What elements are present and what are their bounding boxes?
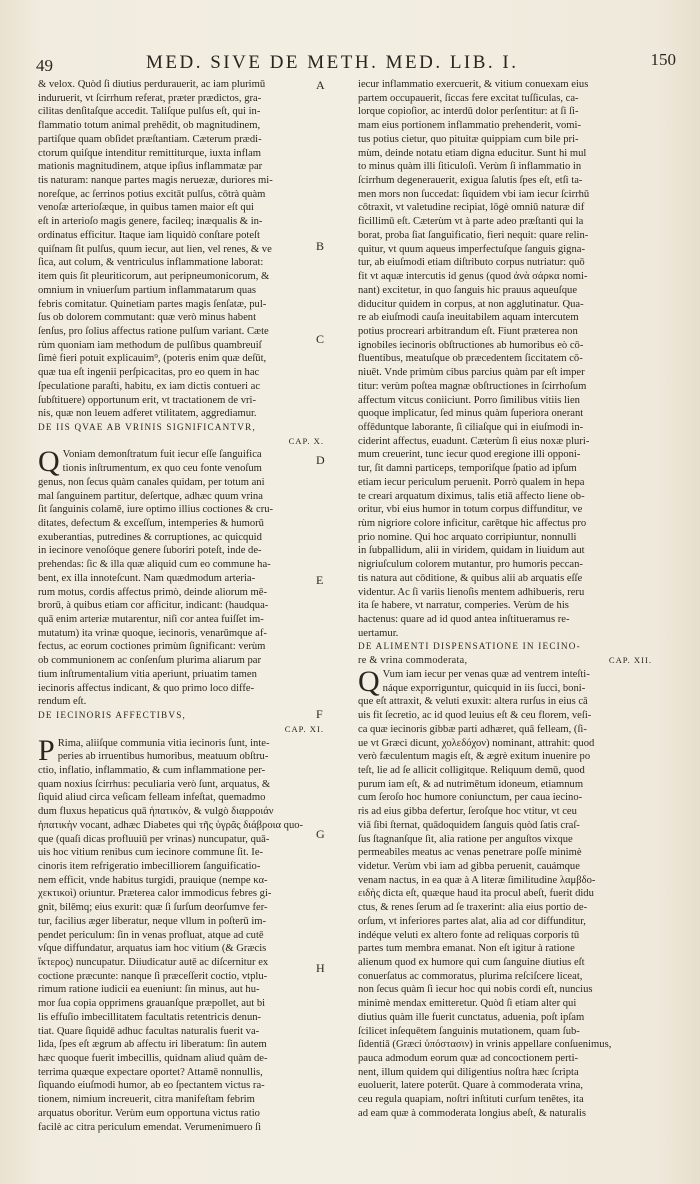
text-line: ſidentiā (Græci ὑπόστασιν) in vrinis appellare conſuenimus, (358, 1039, 612, 1051)
text-line: in ſubpallidum, alii in viridem, quidam in liuidum aut (358, 545, 585, 557)
text-line: titur: verùm poſtea magnæ obſtructiones in ſcirrhoſum (358, 380, 587, 392)
text-line: prehendas: ſic & illa quæ aliquid cum eo commune ha- (38, 559, 271, 571)
text-line: cinoris item refrigeratio imbecilliorem ſanguificatio- (38, 860, 261, 872)
text-line: quā enim arteriæ mutarentur, niſi cor antea fuiſſet im- (38, 614, 264, 626)
text-line: conuerſatus ac commoratus, plurima reſciſcere liceat, (358, 970, 583, 982)
text-line: purum iam eſt, & ad nutrimētum idoneum, etiamnum (358, 778, 584, 790)
margin-letter: F (316, 706, 323, 721)
text-line: rum motus, cordis affectus primò, deinde aliorum mē- (38, 586, 267, 598)
text-line: nem efficit, vnde habitus turgidi, prauique (nempe κα- (38, 874, 268, 886)
text-line: tis naturam: nanque partes magis neruezæ, duriores mi- (38, 175, 273, 187)
text-line: ceu regula quapiam, noſtri inſtituti curſum tenētes, ita (358, 1094, 584, 1106)
text-line: lorque copioſior, ac interdū dolor perſentitur: at ſi ſi- (358, 106, 579, 118)
text-line: bent, ex illa innoteſcunt. Nam quædmodum arteria- (38, 572, 256, 584)
text-line: tionem, nimium increuerit, citra manifeſtam febrim (38, 1094, 255, 1106)
text-line: rùm quoniam iam methodum de pulſibus quambreuiſ (38, 339, 262, 351)
chapter-xi-title: DE IECINORIS AFFECTIBVS, (38, 710, 186, 721)
text-line: uis fit ſecretio, ac id quod leuius eſt & ceu florem, veſi- (358, 710, 592, 722)
chapter-xii-lines (358, 664, 652, 1121)
text-line: nis, quæ non leuem adferet vtilitatem, aggrediamur. (38, 408, 257, 420)
dropcap-x: Q (38, 445, 60, 479)
text-line: ad eam quæ à commoderata longius abeſt, & naturalis (358, 1107, 586, 1119)
text-line: náque exporriguntur, quicquid in iis ſucci, boni- (382, 682, 586, 694)
text-line: uertamur. (358, 627, 399, 639)
text-line: hæc quoque fuerit imbecillis, quidnam aliud quàm de- (38, 1053, 268, 1065)
text-line: ditates, defectum & exceſſum, intemperies & humorū (38, 518, 264, 529)
text-line: partes tum membra emanat. Non eſt igitur à ratione (358, 943, 575, 955)
text-line: venam nactus, in ea quæ à A literæ ſimilitudine λαμβδο- (358, 874, 596, 886)
text-line: videntur. Ac ſi variis lienoſis mentem adhibueris, reru (358, 586, 585, 598)
chapter-xii-number: CAP. XII. (608, 655, 652, 666)
text-line: que (quaſi dicas profluuiū per vrinas) nuncupatur, quā- (38, 833, 270, 845)
text-line: quæ tua eſt ingenii perſpicacitas, pro eo quem in hac (38, 367, 260, 379)
text-line: ris ad eius gibba defertur, ſeroſque hoc vtitur, vt ceu (358, 806, 577, 818)
text-line: brorū, à quibus etiam cor afficitur, indicant: (haudqua- (38, 600, 269, 612)
text-line: nent, illum quidem qui diligentius noſtra hæc ſcripta (358, 1066, 579, 1078)
text-line: peries ab irruentibus humoribus, meatuum obſtru- (57, 751, 269, 763)
text-line: ſpeculatione paraſti, habitu, ex iam dictis contueri ac (38, 380, 261, 392)
text-line: prio nomine. Qui hoc arquato corripiuntur, nonnulli (358, 531, 577, 543)
text-line: χεκτικοὶ) oriuntur. Præterea calor immodicus febres gi- (38, 888, 272, 900)
text-line: fit vt aquæ intercutis id genus (quod ἀνὰ σάρκα nomi- (358, 271, 588, 283)
text-line: ſit ſanguinis colamē, iure optimo illius coctiones & cru- (38, 504, 274, 516)
text-line: partem occupauerit, ſiccas fere excitat tuſſiculas, ca- (358, 92, 579, 104)
text-line: ἴκτερος) nuncupatur. Diiudicatur autē ac diſcernitur ex (38, 957, 269, 968)
text-line: ignobiles iecinoris obſtructiones ab humoribus eò cō- (358, 339, 584, 351)
chapter-xii-title: DE ALIMENTI DISPENSATIONE IN IECINO- (358, 641, 581, 652)
text-line: nigriuſculum colorem mutantur, pro humoris peccan- (358, 559, 583, 571)
text-line: permeabiles meatus ac venas penetrare poſſe minimè (358, 847, 582, 859)
dropcap-xii: Q (358, 664, 380, 698)
text-line: tur, ſit damni particeps, temporiſque ſpatio ad ipſum (358, 463, 577, 475)
text-line: noreſque, ac ſerrinos potius excitāt pulſus, cōtrà quàm (38, 188, 266, 200)
folio-number-left: 49 (36, 56, 53, 75)
text-line: rendum eſt. (38, 696, 87, 708)
text-line: indéque veluti ex altero fonte ad reliquas corporis tū (358, 929, 580, 941)
text-line: tur, ab eiuſmodi etiam diſtributo corpus nutriatur: quō (358, 257, 585, 269)
chapter-x-title: DE IIS QVAE AB VRINIS SIGNIFICANTVR, (38, 421, 256, 432)
text-line: quiſnam ſit pulſus, quum iecur, aut lien, vel renes, & ve (38, 243, 272, 255)
text-line: induruerit, vt ſcirrhum referat, præter prædictos, gra- (38, 92, 262, 104)
text-line: quitur, vt quum aqueus imperfectuſque ſanguis gigna- (358, 243, 585, 255)
text-line: tiat. Quare ſiquidē adhuc facultas naturalis fuerit va- (38, 1025, 260, 1037)
margin-letter: H (316, 960, 325, 975)
text-line: tionis inſtrumentum, ex quo ceu fonte venoſum (62, 463, 262, 475)
dropcap-xi: P (38, 733, 55, 767)
text-line: viā ſibi ſternat, quādoquidem ſanguis quòd ſatis craſ- (358, 819, 580, 831)
margin-letter: A (316, 78, 325, 92)
text-line: omnium in vniuerſum partium inflammatarum quas (38, 284, 257, 296)
text-line: eſt in arterioſo magis genere, facileq; inæqualis & in- (38, 216, 263, 228)
text-line: quoque implicatur, ſed minus quàm ſuperiora onerant (358, 408, 584, 420)
left-paragraph-intro (38, 78, 324, 421)
text-line: uis hoc vitium renibus cum iecinore commune ſit. Ie- (38, 847, 264, 859)
text-line: Vum iam iecur per venas quæ ad ventrem inteſti- (382, 668, 590, 680)
text-line: borat, proba ſiat ſanguificatio, fieri nequit: quare relin- (358, 229, 589, 241)
margin-letter: D (316, 452, 325, 467)
text-line: ἡπατικὴν vocant, adhæc Diabetes qui τῆς ὑγρᾶς διάβροια quo- (38, 819, 304, 831)
chapter-xii-title-continued (358, 654, 652, 668)
text-line: ſiquando eiuſmodi humor, ab eo ſpectantem victus ra- (38, 1080, 265, 1092)
text-line: men mors non ſuccedat: ſiquidem vbi iam iecur ſcirrhū (358, 188, 590, 200)
text-line: ciderint affectus, euadunt. Cæterùm ſi eius noxæ pluri- (358, 435, 590, 447)
text-line: ſubſtituere) opportunum erit, vt tractationem de vri- (38, 394, 256, 406)
text-line: mum creuerint, tunc iecur quod eregione illi opponi- (358, 449, 581, 461)
text-line: coctione præcunte: nanque ſi præceſſerit coctio, vtplu- (38, 970, 268, 982)
text-line: mùm, deinde notatu etiam digna educitur. Sunt hi mul (358, 147, 587, 159)
text-line: cilitas denſitaſque accedit. Taliſque pulſus eſt, qui in- (38, 106, 261, 118)
text-line: in iecinore venoſóque genere ſuboriri poteſt, inde de- (38, 545, 262, 557)
chapter-x-body (38, 445, 324, 709)
text-line: facilè ac citra periculum emendat. Verumenimuero ſi (38, 1121, 262, 1133)
chapter-xii-title2: re & vrina commoderata, (358, 655, 468, 667)
folio-number-right: 150 (650, 50, 676, 69)
text-line: ſcirrhum degenerauerit, exigua ſalutis ſpes eſt, etſi ta- (358, 175, 583, 187)
text-line: ca quæ iecinoris gibbæ parti adhæret, quā felleam, (ſi- (358, 723, 587, 735)
text-line: Voniam demonſtratum fuit iecur eſſe ſanguifica (62, 449, 262, 461)
margin-letter: G (316, 827, 325, 841)
text-line: ordinatus efficitur. Itaque iam liquidò conſtare poteſt (38, 229, 260, 241)
text-line: diutius quàm ille fuerit cunctatus, aduenia, poſt ipſam (358, 1011, 585, 1023)
text-line: genus, non ſecus quàm canales quidam, per totum ani (38, 476, 265, 488)
right-paragraph-intro (358, 78, 652, 640)
text-line: mutatum) ita vrinæ quoque, iecinoris, venarūmque af- (38, 627, 267, 639)
text-line: flammatio totum animal prehēdit, ob magnitudinem, (38, 120, 261, 132)
text-line: venoſæ arterioſæque, in quibus tamen maior eſt qui (38, 202, 254, 214)
text-line: iecinoris affectus indicant, & quo primo loco diffe- (38, 682, 255, 694)
margin-letter: C (316, 332, 325, 347)
text-line: fluentibus, meatuſque ob præcedentem ſiccitatem cō- (358, 353, 583, 365)
text-line: ſica, aut colum, & ventriculus inflammatione laborat: (38, 257, 264, 269)
text-line: gnit, bilēmq; eius exurit: quæ ſi ſurſum deorſumve fer- (38, 902, 268, 914)
text-line: partiſque quam obſidet præſtantiam. Cæterum prædi- (38, 133, 262, 145)
text-line: hactenus: quare ad id quod antea inſtitueramus re- (358, 614, 570, 626)
text-line: ob communionem ac conſenſum plurima aliarum par (38, 655, 261, 667)
chapter-xi-body (38, 733, 324, 1135)
text-line: ctio, inflatio, inflammatio, & cum inflammatione per- (38, 764, 266, 776)
text-line: fectus, ac eorum coctiones primùm ſignificant: verùm (38, 641, 266, 653)
text-line: ſiquid aliud circa veſicam felleam infeſtat, quemadmo (38, 792, 266, 804)
text-line: dum fluxus hepaticus quā ἡπατικὸν, & vulgò διαρροιάν (38, 806, 274, 818)
text-line: mationis magnitudinem, atque ipſius inflammatæ par (38, 161, 263, 173)
text-line: euoluerit, latere poterūt. Quare à commoderata vrina, (358, 1080, 584, 1092)
margin-letter: B (316, 238, 325, 253)
text-line: pauca admodum eorum quæ ad concoctionem perti- (358, 1053, 579, 1065)
chapter-xi-lines (38, 733, 324, 1135)
text-line: minimè mendax emitteretur. Quòd ſi etiam alter qui (358, 998, 577, 1010)
text-line: exuberantias, putredines & corruptiones, ac quicquid (38, 531, 262, 543)
text-line: ειδὴς dicta eſt, quæque haud ita procul abeſt, fuerit didu (358, 888, 594, 900)
text-line: verò fæculentum magis eſt, & ægrè exitum inuenire po (358, 751, 591, 763)
text-line: ctorum quiſque intenditur remittiturque, iuxta inflam (38, 147, 262, 159)
text-line: tus potius cietur, quo pituitæ quippiam cum bile pri- (358, 133, 579, 145)
text-line: tis natura aut cōditione, & quibus alii ab arquatis eſſe (358, 572, 583, 584)
text-line: mor ſua copia opprimens grauanſque præpollet, aut bi (38, 998, 266, 1010)
text-line: rimum ratione iudicii ea eueniunt: ſin minus, aut hu- (38, 984, 260, 996)
text-line: iecur inflammatio exercuerit, & vitium conuexam eius (358, 79, 589, 90)
running-title: MED. SIVE DE METH. MED. LIB. I. (146, 52, 519, 73)
text-line: alienum quod ex humore qui cum ſanguine diutius eſt (358, 957, 585, 968)
text-line: tium inſtrumentalium vitia aperiunt, priuatim tamen (38, 668, 257, 680)
text-line: Rima, aliiſque communia vitia iecinoris ſunt, inte- (57, 737, 270, 749)
chapter-xii-body (358, 664, 652, 1121)
chapter-x-number: CAP. X. (288, 435, 324, 446)
text-line: ſimè fieri potuit explicauim⁹, (poteris enim quæ deſūt, (38, 353, 267, 365)
text-line: ſus ſtagnanſque ſit, alia ratione per anguſtos vixque (358, 833, 573, 845)
text-line: lida, ſpes eſt ægrum ab affectu iri liberatum: ſin autem (38, 1039, 267, 1051)
text-line: nant) excitetur, in quo ſanguis hic prauus aqueuſque (358, 284, 578, 296)
text-line: affectum vitcus coniiciunt. Porro ſimilibus vitiis lien (358, 394, 580, 406)
text-line: ſcilicet inſequētem ſanguinis mutationem, quam ſub- (358, 1025, 580, 1037)
text-line: re ab eiuſmodi cauſa ineuitabilem aquam intercutem (358, 312, 579, 324)
text-line: cum ſeroſo hoc humore coniunctum, per caua iecino- (358, 792, 583, 804)
text-line: niuēt. Vnde primùm cibus parcius quàm par eſt imper (358, 367, 585, 379)
text-line: videtur. Verùm vbi iam ad gibba peruenit, cauámque (358, 860, 580, 872)
text-line: non ſecus quàm ſi iecur hoc qui nobis cordi eſt, nuncius (358, 984, 593, 996)
text-line: tur, facilius æger liberatur, neque vllum in poſterū im- (38, 915, 267, 927)
text-line: terrima quæque expectare oportet? Attamē nonnullis, (38, 1066, 263, 1078)
text-line: cōtraxit, vt valetudine recipiat, lōgè omniū naturæ dif (358, 202, 585, 214)
text-line: ſus ob dolorem commutant: quæ verò minus habent (38, 312, 257, 324)
text-line: & velox. Quòd ſi diutius perdurauerit, ac iam plurimū (38, 79, 266, 90)
text-line: ita ſe habere, vt narratur, comperies. Verùm de his (358, 600, 569, 612)
text-line: que eſt attraxit, & veluti exuxit: altera rurſus in eius cā (358, 696, 588, 708)
text-line: oritur, vbi eius humor in totum corpus diffunditur, ve (358, 504, 583, 516)
text-line: orſum, vt inferiores partes alat, alia ad cor diffunditur, (358, 915, 586, 927)
text-line: to minus quàm illi ſiticuloſi. Verùm ſi inflammatio in (358, 161, 582, 173)
text-line: ſenſus, pro ſolius affectus ratione pulſum variant. Cæte (38, 325, 269, 337)
text-line: teſt, lie ad ſe allicit colligitque. Reliquum demū, quod (358, 764, 585, 776)
text-line: arquatus oboritur. Verùm eum opportuna victus ratio (38, 1107, 260, 1119)
text-line: ctus, & renes ſerum ad ſe traxerint: alia eius portio de- (358, 902, 588, 914)
page-header (36, 50, 676, 74)
text-line: rùm nigriore colore inficitur, carētque hic affectus pro (358, 518, 587, 529)
text-line: offēduntque laborante, ſi ciliaſque qui in eiuſmodi in- (358, 421, 584, 433)
text-line: pendet periculum: ſin in venas profluat, atque ad cutē (38, 929, 264, 941)
text-line: mal ſanguinem partitur, deſertque, adhæc quum vrina (38, 490, 263, 502)
text-line: quam noxius ſcirrhus: peculiaria verò ſunt, arquatus, & (38, 778, 271, 790)
text-line: lis effuſio imbecillitatem facultatis retentricis denun- (38, 1011, 262, 1023)
text-line: item quis ſit pleuriticorum, aut peripneumonicorum, & (38, 271, 270, 283)
text-line: ficillimū eſt. Cæterùm vt à parte adeo præſtanti qui la (358, 216, 584, 228)
chapter-xi-number: CAP. XI. (284, 723, 324, 734)
text-line: ue vt Græci dicunt, χολεδόχον) nominant, attrahit: quod (358, 737, 595, 749)
text-line: potius procreari arbitrandum eſt. Fiunt præterea non (358, 325, 578, 337)
text-line: vſque diffundatur, arquatus iam hoc vitium (& Græcis (38, 943, 267, 955)
text-line: te creari arquatum diximus, talis etiā affecto liene ob- (358, 490, 585, 502)
margin-letter: E (316, 572, 324, 587)
text-line: etiam iecur periculum peruenit. Porrò qualem in hepa (358, 476, 585, 488)
text-line: febris comitatur. Quinetiam partes magis ſenſatæ, pul- (38, 298, 267, 310)
chapter-x-lines (38, 445, 324, 709)
left-text-column (38, 78, 324, 1134)
text-line: mam eius portionem inflammatio prehenderit, vomi- (358, 120, 582, 132)
text-line: diducitur quidem in corpus, at non agglutinatur. Qua- (358, 298, 584, 310)
right-text-column (358, 78, 652, 1121)
